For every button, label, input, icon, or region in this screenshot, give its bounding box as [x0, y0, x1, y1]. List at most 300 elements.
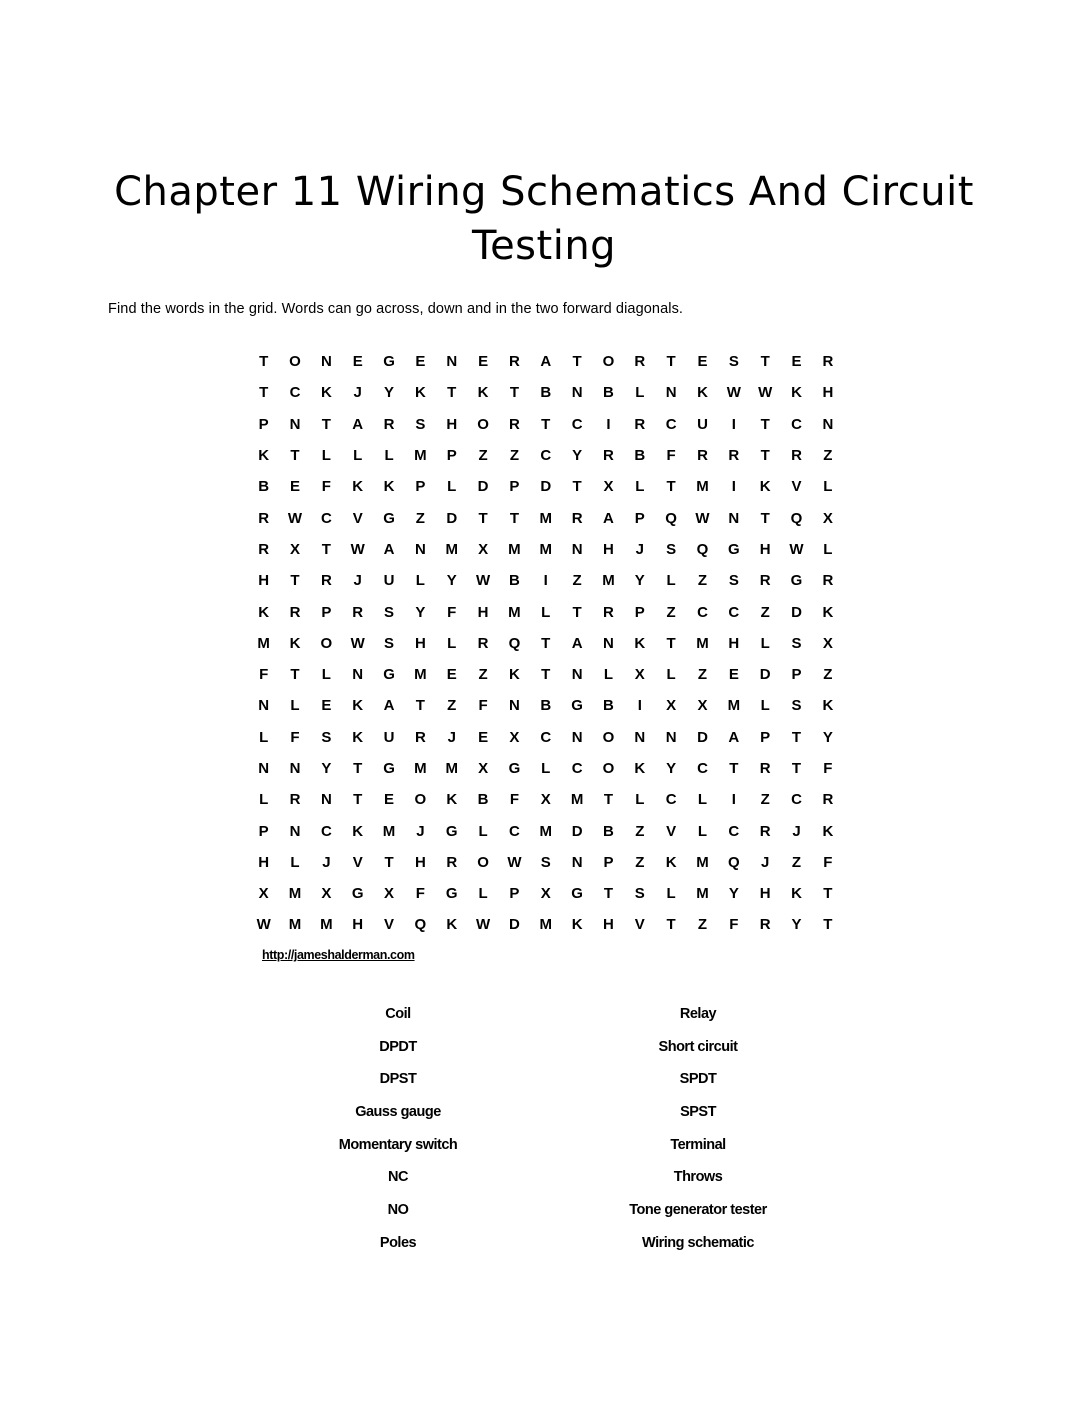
word-list-item: Tone generator tester — [629, 1202, 767, 1219]
grid-cell: C — [571, 760, 583, 777]
grid-cell: T — [541, 666, 551, 684]
grid-cell: C — [728, 822, 740, 840]
word-list-item: Wiring schematic — [642, 1234, 754, 1251]
grid-cell: Z — [635, 853, 645, 871]
grid-cell: N — [603, 634, 614, 652]
grid-cell: N — [571, 384, 583, 402]
grid-cell: R — [603, 603, 614, 621]
grid-cell: R — [509, 415, 520, 433]
grid-cell: K — [665, 853, 677, 871]
grid-cell: T — [791, 728, 802, 746]
grid-cell: P — [446, 447, 457, 465]
grid-cell: T — [290, 447, 300, 465]
grid-cell: T — [353, 760, 363, 777]
grid-cell: F — [321, 478, 331, 496]
grid-cell: L — [823, 478, 833, 496]
grid-cell: T — [509, 509, 519, 527]
word-list-item: Gauss gauge — [355, 1104, 441, 1121]
grid-row — [248, 847, 844, 878]
word-list-item: Short circuit — [658, 1038, 738, 1055]
word-list-item: Momentary switch — [338, 1136, 458, 1153]
grid-cell: M — [727, 697, 741, 715]
grid-cell: B — [603, 822, 614, 840]
grid-cell: X — [290, 540, 301, 558]
word-list-item: SPDT — [679, 1071, 717, 1088]
grid-cell: A — [603, 509, 614, 527]
grid-cell: L — [697, 822, 708, 840]
grid-row — [248, 440, 844, 471]
grid-cell: S — [791, 634, 802, 652]
grid-cell: T — [603, 885, 614, 903]
word-list-item: DPDT — [379, 1038, 417, 1055]
grid-cell: T — [791, 760, 802, 777]
grid-cell: M — [288, 916, 302, 934]
grid-cell: V — [634, 916, 645, 934]
grid-cell: X — [697, 697, 708, 715]
grid-cell: R — [571, 509, 583, 527]
grid-cell: W — [287, 509, 303, 527]
grid-cell: L — [259, 728, 269, 746]
grid-cell: X — [634, 666, 645, 684]
grid-cell: K — [383, 478, 395, 496]
grid-row — [248, 596, 844, 627]
grid-cell: K — [258, 447, 270, 465]
grid-cell: A — [540, 353, 552, 371]
grid-cell: M — [570, 791, 584, 809]
grid-cell: G — [383, 666, 395, 684]
grid-cell: Z — [697, 916, 708, 934]
grid-cell: X — [321, 885, 332, 903]
grid-cell: I — [543, 572, 548, 590]
grid-cell: L — [415, 572, 425, 590]
grid-cell: C — [571, 415, 583, 433]
grid-cell: L — [635, 791, 645, 809]
grid-cell: R — [759, 572, 771, 590]
grid-cell: Z — [635, 822, 645, 840]
grid-cell: Y — [415, 603, 426, 621]
grid-cell: K — [352, 478, 364, 496]
grid-cell: I — [637, 697, 642, 715]
grid-cell: X — [666, 697, 677, 715]
grid-cell: O — [602, 353, 615, 371]
grid-cell: H — [603, 916, 614, 934]
grid-cell: K — [258, 603, 270, 621]
grid-cell: T — [321, 540, 331, 558]
grid-cell: R — [759, 916, 771, 934]
grid-cell: M — [508, 540, 521, 558]
grid-cell: K — [446, 791, 458, 809]
grid-cell: C — [697, 603, 708, 621]
grid-row — [248, 565, 844, 596]
grid-cell: Q — [665, 509, 677, 527]
grid-cell: F — [259, 666, 269, 684]
grid-cell: X — [509, 728, 520, 746]
grid-cell: S — [384, 634, 395, 652]
grid-cell: H — [258, 853, 270, 871]
grid-cell: N — [822, 415, 834, 433]
grid-cell: E — [791, 353, 802, 371]
grid-cell: K — [352, 728, 364, 746]
word-list-item: Coil — [385, 1006, 411, 1022]
grid-cell: N — [571, 666, 583, 684]
grid-cell: E — [321, 697, 332, 715]
grid-cell: Z — [823, 447, 833, 465]
grid-cell: X — [603, 478, 614, 496]
grid-cell: Y — [446, 572, 457, 590]
grid-cell: L — [603, 666, 614, 684]
grid-cell: O — [414, 791, 427, 809]
source-link[interactable]: http://jameshalderman.com — [262, 948, 415, 962]
grid-row — [248, 502, 844, 533]
grid-cell: V — [666, 822, 677, 840]
grid-cell: O — [320, 634, 333, 652]
grid-cell: J — [761, 853, 770, 871]
grid-cell: T — [415, 697, 425, 715]
grid-cell: Z — [791, 853, 802, 871]
grid-cell: N — [320, 791, 332, 809]
grid-cell: T — [572, 353, 582, 371]
grid-cell: X — [478, 540, 489, 558]
grid-cell: V — [352, 853, 363, 871]
grid-cell: R — [822, 353, 834, 371]
grid-cell: T — [478, 509, 488, 527]
grid-cell: W — [475, 572, 491, 590]
grid-cell: Z — [697, 572, 708, 590]
grid-cell: Z — [760, 791, 770, 809]
grid-cell: N — [258, 697, 270, 715]
grid-cell: D — [571, 822, 583, 840]
grid-cell: N — [289, 415, 301, 433]
grid-cell: U — [697, 415, 708, 433]
grid-cell: K — [477, 384, 489, 402]
grid-cell: R — [289, 603, 301, 621]
grid-cell: G — [383, 760, 395, 777]
grid-cell: E — [478, 353, 489, 371]
grid-cell: F — [447, 603, 457, 621]
grid-cell: X — [822, 634, 833, 652]
grid-cell: R — [603, 447, 614, 465]
grid-cell: G — [727, 540, 740, 558]
grid-cell: L — [290, 853, 300, 871]
word-list-item: Throws — [673, 1169, 723, 1186]
grid-cell: J — [447, 728, 456, 746]
grid-cell: E — [290, 478, 301, 496]
grid-cell: A — [352, 415, 364, 433]
grid-cell: N — [571, 853, 583, 871]
grid-cell: P — [258, 415, 269, 433]
grid-cell: L — [635, 384, 645, 402]
grid-cell: D — [446, 509, 458, 527]
grid-cell: L — [666, 885, 676, 903]
grid-cell: R — [289, 791, 301, 809]
grid-cell: Q — [414, 916, 427, 934]
grid-cell: C — [320, 822, 332, 840]
grid-cell: A — [728, 728, 740, 746]
grid-cell: L — [478, 885, 488, 903]
grid-cell: N — [571, 540, 583, 558]
grid-row — [248, 346, 844, 377]
grid-cell: R — [822, 791, 834, 809]
grid-cell: N — [352, 666, 364, 684]
grid-cell: Z — [447, 697, 457, 715]
grid-cell: T — [290, 572, 300, 590]
grid-cell: I — [731, 791, 736, 809]
grid-row — [248, 659, 844, 690]
grid-cell: P — [509, 478, 520, 496]
grid-cell: W — [695, 509, 710, 527]
grid-cell: X — [478, 760, 489, 777]
grid-cell: E — [352, 353, 363, 371]
grid-cell: K — [289, 634, 301, 652]
grid-cell: M — [696, 885, 709, 903]
grid-cell: M — [257, 634, 270, 652]
grid-cell: G — [383, 509, 395, 527]
grid-cell: N — [446, 353, 458, 371]
grid-cell: P — [258, 822, 269, 840]
grid-cell: S — [728, 572, 739, 590]
grid-cell: H — [446, 415, 458, 433]
grid-cell: L — [541, 760, 551, 777]
grid-cell: H — [728, 634, 740, 652]
grid-cell: V — [791, 478, 802, 496]
grid-cell: B — [258, 478, 270, 496]
grid-cell: P — [760, 728, 771, 746]
grid-cell: B — [540, 697, 552, 715]
grid-cell: Z — [823, 666, 833, 684]
grid-cell: K — [634, 760, 646, 777]
grid-cell: H — [414, 634, 426, 652]
grid-cell: A — [383, 697, 395, 715]
grid-row — [248, 878, 844, 909]
grid-cell: T — [290, 666, 300, 684]
grid-cell: R — [634, 415, 646, 433]
grid-cell: L — [697, 791, 708, 809]
grid-cell: T — [384, 853, 394, 871]
grid-cell: T — [760, 447, 770, 465]
grid-cell: C — [540, 447, 552, 465]
grid-cell: I — [606, 415, 611, 433]
word-search-grid — [248, 346, 844, 941]
grid-cell: J — [792, 822, 801, 840]
grid-cell: P — [321, 603, 332, 621]
grid-cell: E — [697, 353, 708, 371]
grid-cell: F — [823, 853, 833, 871]
grid-row — [248, 909, 844, 940]
grid-cell: Q — [727, 853, 740, 871]
grid-cell: F — [823, 760, 833, 777]
grid-cell: L — [666, 572, 676, 590]
grid-cell: C — [791, 791, 802, 809]
grid-cell: R — [352, 603, 364, 621]
grid-cell: H — [822, 384, 834, 402]
grid-cell: K — [634, 634, 646, 652]
grid-cell: S — [384, 603, 395, 621]
word-list-item: NO — [387, 1202, 409, 1219]
grid-cell: X — [540, 885, 551, 903]
grid-cell: A — [383, 540, 395, 558]
grid-cell: T — [447, 384, 457, 402]
grid-cell: L — [541, 603, 551, 621]
grid-cell: M — [445, 760, 458, 777]
grid-cell: L — [259, 791, 269, 809]
grid-cell: R — [258, 540, 270, 558]
grid-cell: K — [446, 916, 458, 934]
grid-cell: X — [822, 509, 833, 527]
grid-cell: G — [571, 885, 583, 903]
grid-cell: C — [791, 415, 802, 433]
grid-cell: T — [760, 353, 770, 371]
grid-cell: R — [728, 447, 740, 465]
grid-cell: G — [445, 822, 458, 840]
word-list-item: DPST — [379, 1071, 417, 1088]
grid-cell: F — [415, 885, 425, 903]
grid-cell: S — [415, 415, 426, 433]
grid-cell: K — [822, 697, 834, 715]
grid-cell: R — [634, 353, 646, 371]
grid-row — [248, 815, 844, 846]
grid-cell: M — [414, 760, 427, 777]
grid-cell: G — [571, 697, 583, 715]
grid-row — [248, 471, 844, 502]
grid-cell: Y — [384, 384, 395, 402]
grid-row — [248, 722, 844, 753]
grid-cell: S — [321, 728, 332, 746]
grid-cell: N — [665, 384, 677, 402]
grid-cell: P — [791, 666, 802, 684]
grid-cell: S — [540, 853, 551, 871]
grid-cell: M — [696, 634, 709, 652]
grid-cell: J — [322, 853, 331, 871]
grid-cell: C — [728, 603, 740, 621]
grid-cell: C — [697, 760, 708, 777]
grid-cell: Q — [696, 540, 709, 558]
grid-cell: H — [603, 540, 614, 558]
grid-cell: M — [445, 540, 458, 558]
grid-cell: G — [383, 353, 395, 371]
grid-cell: V — [384, 916, 395, 934]
grid-cell: M — [696, 853, 709, 871]
grid-cell: D — [540, 478, 552, 496]
grid-cell: N — [571, 728, 583, 746]
grid-cell: W — [789, 540, 804, 558]
grid-cell: L — [447, 634, 457, 652]
grid-cell: N — [258, 760, 270, 777]
grid-cell: T — [823, 916, 833, 934]
grid-row — [248, 628, 844, 659]
grid-cell: R — [477, 634, 489, 652]
instructions-text: Find the words in the grid. Words can go across, down and in the two forward diagonals. — [108, 300, 684, 317]
grid-cell: H — [759, 540, 771, 558]
grid-cell: G — [790, 572, 803, 590]
grid-cell: C — [540, 728, 552, 746]
grid-row — [248, 784, 844, 815]
grid-cell: L — [321, 447, 331, 465]
grid-cell: Q — [790, 509, 803, 527]
grid-cell: Y — [666, 760, 677, 777]
grid-cell: M — [414, 447, 427, 465]
page-title: Chapter 11 Wiring Schematics And Circuit Testing — [114, 168, 974, 269]
grid-cell: M — [539, 916, 553, 934]
grid-cell: Q — [508, 634, 521, 652]
grid-cell: W — [758, 384, 773, 402]
grid-cell: K — [791, 885, 802, 903]
grid-cell: Z — [509, 447, 519, 465]
grid-cell: K — [822, 603, 834, 621]
grid-cell: B — [540, 384, 552, 402]
grid-cell: R — [446, 853, 458, 871]
grid-cell: L — [321, 666, 331, 684]
grid-cell: A — [571, 634, 583, 652]
grid-cell: J — [353, 384, 362, 402]
grid-cell: R — [258, 509, 270, 527]
grid-cell: J — [635, 540, 644, 558]
grid-cell: M — [539, 540, 553, 558]
grid-cell: G — [351, 885, 364, 903]
grid-cell: T — [353, 791, 363, 809]
grid-cell: H — [414, 853, 426, 871]
grid-cell: R — [791, 447, 802, 465]
grid-cell: C — [665, 415, 677, 433]
grid-cell: S — [634, 885, 645, 903]
word-list-item: Relay — [679, 1006, 717, 1022]
grid-cell: K — [509, 666, 520, 684]
grid-cell: S — [791, 697, 802, 715]
grid-cell: K — [414, 384, 426, 402]
grid-cell: T — [259, 384, 269, 402]
grid-cell: U — [383, 728, 395, 746]
grid-cell: P — [509, 885, 520, 903]
grid-cell: N — [665, 728, 677, 746]
grid-cell: L — [447, 478, 457, 496]
grid-cell: W — [726, 384, 741, 402]
grid-cell: Z — [478, 666, 488, 684]
grid-cell: T — [666, 353, 676, 371]
grid-row — [248, 409, 844, 440]
grid-cell: G — [508, 760, 521, 777]
grid-cell: H — [477, 603, 489, 621]
grid-cell: D — [477, 478, 489, 496]
grid-cell: T — [666, 478, 676, 496]
grid-cell: F — [509, 791, 519, 809]
grid-cell: S — [666, 540, 677, 558]
grid-cell: M — [288, 885, 302, 903]
grid-cell: N — [728, 509, 740, 527]
grid-cell: O — [602, 760, 615, 777]
grid-cell: N — [634, 728, 646, 746]
grid-row — [248, 377, 844, 408]
grid-cell: W — [256, 916, 271, 934]
grid-cell: T — [823, 885, 833, 903]
grid-cell: R — [822, 572, 834, 590]
grid-cell: Y — [634, 572, 645, 590]
grid-cell: K — [759, 478, 771, 496]
grid-cell: T — [666, 634, 676, 652]
grid-cell: O — [477, 853, 489, 871]
grid-cell: R — [320, 572, 332, 590]
grid-cell: F — [729, 916, 739, 934]
grid-cell: L — [760, 634, 770, 652]
word-list — [248, 998, 848, 1260]
grid-cell: L — [666, 666, 676, 684]
grid-cell: V — [352, 509, 363, 527]
grid-cell: X — [540, 791, 551, 809]
grid-cell: M — [508, 603, 521, 621]
grid-row — [248, 690, 844, 721]
word-list-item: SPST — [680, 1104, 716, 1121]
grid-cell: Y — [728, 885, 739, 903]
grid-cell: Z — [697, 666, 708, 684]
grid-cell: E — [446, 666, 457, 684]
